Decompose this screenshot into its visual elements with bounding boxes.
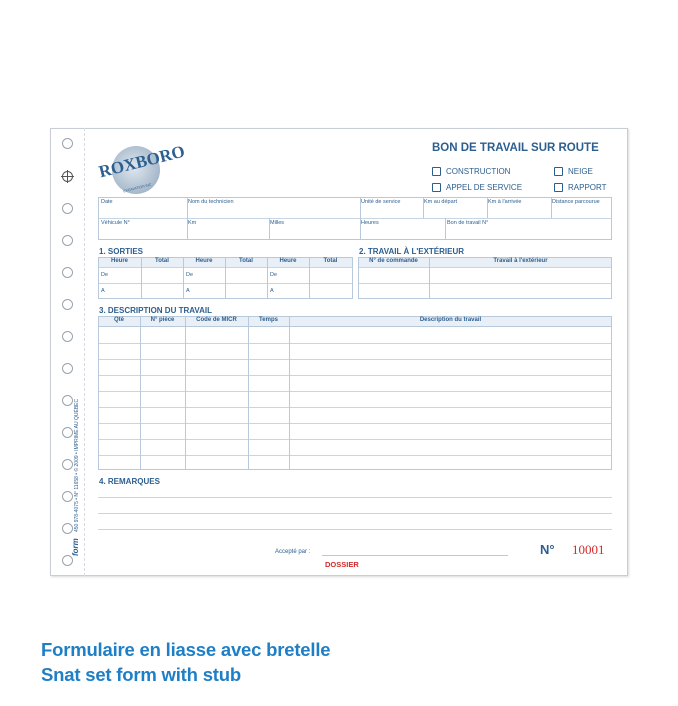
- logo-subtext: EXCAVATION INC: [122, 182, 152, 194]
- field-milles[interactable]: Milles: [270, 220, 285, 226]
- desc-col-temps: Temps: [259, 317, 278, 323]
- exterieur-col-travail: Travail à l'extérieur: [493, 258, 548, 264]
- checkbox-icon[interactable]: [432, 167, 441, 176]
- sorties-de-2: De: [186, 272, 194, 278]
- checkbox-construction[interactable]: [432, 167, 510, 176]
- punch-hole: [62, 331, 73, 342]
- description-grid: [98, 316, 612, 470]
- punch-hole: [62, 267, 73, 278]
- numero-value: 10001: [572, 542, 605, 557]
- punch-hole: [62, 363, 73, 374]
- remarques-line[interactable]: [98, 513, 612, 514]
- sorties-col-heure-1: Heure: [110, 258, 128, 264]
- field-km[interactable]: Km: [188, 220, 197, 226]
- field-unite-service[interactable]: Unité de service: [361, 199, 401, 205]
- desc-col-description: Description du travail: [419, 317, 482, 323]
- section-exterieur-title: 2. TRAVAIL À L'EXTÉRIEUR: [359, 247, 465, 256]
- section-description-title: 3. DESCRIPTION DU TRAVAIL: [99, 306, 213, 315]
- stub-brand: form: [71, 538, 80, 556]
- field-nom-technicien[interactable]: Nom du technicien: [188, 199, 234, 205]
- checkbox-label: APPEL DE SERVICE: [446, 183, 523, 192]
- checkbox-label: CONSTRUCTION: [446, 167, 511, 176]
- form-title: BON DE TRAVAIL SUR ROUTE: [432, 142, 599, 154]
- punch-hole: [62, 235, 73, 246]
- sorties-col-heure-2: Heure: [195, 258, 213, 264]
- checkbox-icon[interactable]: [554, 183, 563, 192]
- punch-hole: [62, 203, 73, 214]
- checkbox-rapport[interactable]: [554, 183, 607, 192]
- numero-label: N°: [540, 542, 555, 557]
- section-sorties-title: 1. SORTIES: [99, 247, 144, 256]
- sorties-de-3: De: [270, 272, 278, 278]
- signature-line[interactable]: [322, 555, 508, 556]
- crosshair-v: [67, 170, 68, 183]
- sorties-col-total-1: Total: [155, 258, 169, 264]
- punch-hole: [62, 555, 73, 566]
- checkbox-label: NEIGE: [568, 167, 593, 176]
- punch-hole: [62, 299, 73, 310]
- checkbox-icon[interactable]: [432, 183, 441, 192]
- remarques-line[interactable]: [98, 529, 612, 530]
- sorties-col-total-3: Total: [323, 258, 338, 264]
- desc-col-piece: N° pièce: [150, 317, 175, 323]
- field-distance[interactable]: Distance parcourue: [552, 199, 600, 205]
- checkbox-icon[interactable]: [554, 167, 563, 176]
- accepte-par-label: Accepté par :: [275, 549, 311, 555]
- punch-hole: [62, 395, 73, 406]
- section-remarques-title: 4. REMARQUES: [99, 477, 160, 486]
- dossier-label: DOSSIER: [325, 560, 359, 569]
- punch-hole: [62, 459, 73, 470]
- remarques-line[interactable]: [98, 497, 612, 498]
- field-date[interactable]: Date: [101, 199, 113, 205]
- field-km-arrivee[interactable]: Km à l'arrivée: [488, 199, 522, 205]
- punch-hole: [62, 427, 73, 438]
- caption-french: Formulaire en liasse avec bretelle: [41, 639, 331, 660]
- exterieur-col-commande: N° de commande: [369, 258, 418, 264]
- desc-col-qte: Qté: [113, 317, 124, 323]
- logo-text: ROXBORO: [96, 141, 187, 182]
- sorties-de-1: De: [101, 272, 109, 278]
- stub-text: 450 978-4075 • N° 11658 • © 2009 • IMPRIMÉ AU QUÉBEC: [74, 398, 80, 532]
- sorties-col-heure-3: Heure: [279, 258, 297, 264]
- checkbox-neige[interactable]: [554, 167, 593, 176]
- field-km-depart[interactable]: Km au départ: [424, 199, 458, 205]
- sorties-a-3: A: [270, 288, 274, 294]
- header-grid: [98, 197, 612, 240]
- field-bon-travail[interactable]: Bon de travail N°: [447, 220, 489, 226]
- caption-english: Snat set form with stub: [41, 664, 241, 685]
- field-heures[interactable]: Heures: [361, 220, 379, 226]
- checkbox-label: RAPPORT: [568, 183, 607, 192]
- punch-hole: [62, 138, 73, 149]
- sorties-col-total-2: Total: [239, 258, 253, 264]
- punch-hole: [62, 491, 73, 502]
- sorties-a-1: A: [101, 288, 105, 294]
- field-vehicule[interactable]: Véhicule N°: [101, 220, 130, 226]
- desc-col-micr: Code de MICR: [196, 317, 237, 323]
- punch-hole: [62, 523, 73, 534]
- checkbox-appel-de-service[interactable]: [432, 183, 522, 192]
- sorties-a-2: A: [186, 288, 190, 294]
